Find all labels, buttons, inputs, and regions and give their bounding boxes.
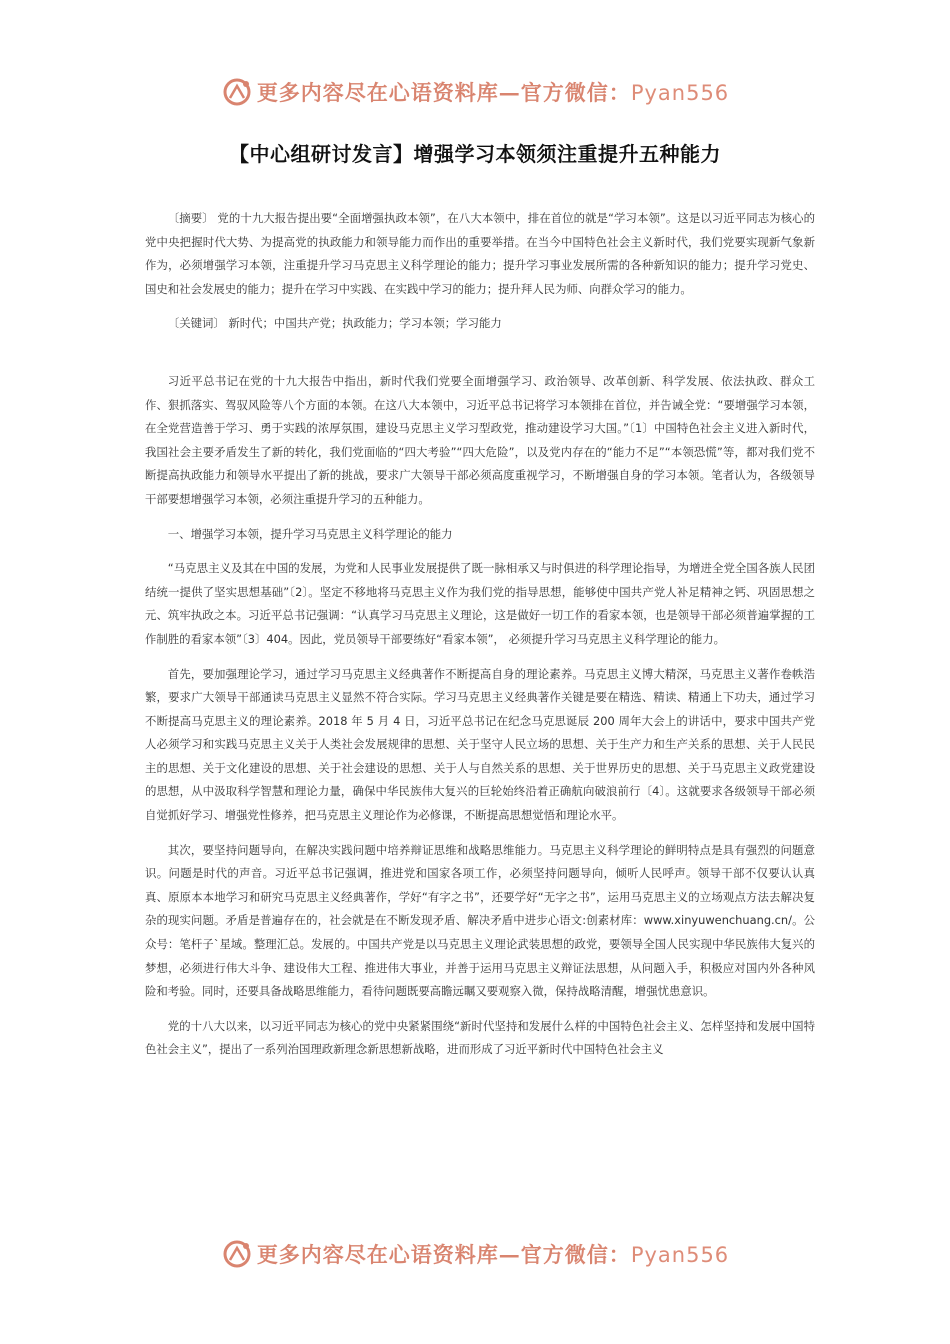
body-paragraph: 其次，要坚持问题导向，在解决实践问题中培养辩证思维和战略思维能力。马克思主义科学理论的鲜明特点是具有强烈的问题意识。问题是时代的声音。习近平总书记强调，推进党和国家各项工作，必须坚持问题导向，倾听人民呼声。领导干部不仅要认认真真、原原本本地学习和研究马克思主义经典著作，学好“有字之书”，还要学好“无字之书”，运用马克思主义的立场观点方法去解决复杂的现实问题。矛盾是普遍存在的，社会就是在不断发现矛盾、解决矛盾中进步心语文:创素材库：www.xinyuwenchuang.cn/。公众号：笔杆子`星域。整理汇总。发展的。中国共产党是以马克思主义理论武装思想的政党，要领导全国人民实现中华民族伟大复兴的梦想，必须进行伟大斗争、建设伟大工程、推进伟大事业，并善于运用马克思主义辩证法思想，从问题入手，积极应对国内外各种风险和考验。同时，还要具备战略思维能力，看待问题既要高瞻远瞩又要观察入微，保持战略清醒，增强忧患意识。: [145, 842, 815, 999]
logo-icon: [221, 1238, 253, 1270]
watermark-bottom: [0, 1234, 950, 1274]
watermark-text: 更多内容尽在心语资料库—官方微信：Pyan556: [256, 80, 730, 105]
section-heading: 一、增强学习本领，提升学习马克思主义科学理论的能力: [167, 526, 453, 541]
body-paragraph: 党的十八大以来，以习近平同志为核心的党中央紧紧围绕“新时代坚持和发展什么样的中国特色社会主义、怎样坚持和发展中国特色社会主义”，提出了一系列治国理政新理念新思想新战略，进而形成了习近平新时代中国特色社会主义: [145, 1018, 815, 1057]
watermark-handle: Pyan556: [630, 1243, 730, 1267]
watermark-top: [0, 72, 950, 112]
abstract-paragraph: 〔摘要〕 党的十九大报告提出要“全面增强执政本领”，在八大本领中，排在首位的就是“学习本领”。这是以习近平同志为核心的党中央把握时代大势、为提高党的执政能力和领导能力而作出的重要举措。在当今中国特色社会主义新时代，我们党要实现新气象新作为，必须增强学习本领，注重提升学习马克思主义科学理论的能力；提升学习事业发展所需的各种新知识的能力；提升学习党史、国史和社会发展史的能力；提升在学习中实践、在实践中学习的能力；提升拜人民为师、向群众学习的能力。: [145, 211, 815, 296]
watermark-text: 更多内容尽在心语资料库—官方微信：Pyan556: [256, 1242, 730, 1267]
document-body: [145, 207, 815, 1062]
intro-paragraph: 习近平总书记在党的十九大报告中指出，新时代我们党要全面增强学习、政治领导、改革创新、科学发展、依法执政、群众工作、狠抓落实、驾驭风险等八个方面的本领。在这八大本领中，习近平总书记将学习本领排在首位，并告诫全党：“要增强学习本领，在全党营造善于学习、勇于实践的浓厚氛围，建设马克思主义学习型政党，推动建设学习大国。”〔1〕中国特色社会主义进入新时代，我国社会主要矛盾发生了新的转化，我们党面临的“四大考验”“四大危险”，以及党内存在的“能力不足”“本领恐慌”等，都对我们党不断提高执政能力和领导水平提出了新的挑战，要求广大领导干部必须高度重视学习，不断增强自身的学习本领。笔者认为，各级领导干部要想增强学习本领，必须注重提升学习的五种能力。: [145, 373, 815, 506]
logo-icon: [221, 76, 253, 108]
body-paragraph: 首先，要加强理论学习，通过学习马克思主义经典著作不断提高自身的理论素养。马克思主义博大精深，马克思主义著作卷帙浩繁，要求广大领导干部通读马克思主义显然不符合实际。学习马克思主义经典著作关键是要在精选、精读、精通上下功夫，通过学习不断提高马克思主义的理论素养。2018 年 5 月 4 日，习近平总书记在纪念马克思诞辰 200 周年大会上的讲话中，要求中国共产党人必须学习和实践马克思主义关于人类社会发展规律的思想、关于坚守人民立场的思想、关于生产力和生产关系的思想、关于人民民主的思想、关于文化建设的思想、关于社会建设的思想、关于人与自然关系的思想、关于世界历史的思想、关于马克思主义政党建设的思想，从中汲取科学智慧和理论力量，确保中华民族伟大复兴的巨轮始终沿着正确航向破浪前行〔4〕。这就要求各级领导干部必须自觉抓好学习、增强党性修养，把马克思主义理论作为必修课，不断提高思想觉悟和理论水平。: [145, 666, 815, 823]
body-paragraph: “马克思主义及其在中国的发展，为党和人民事业发展提供了既一脉相承又与时俱进的科学理论指导，为增进全党全国各族人民团结统一提供了坚实思想基础”〔2〕。坚定不移地将马克思主义作为我们党的指导思想，能够使中国共产党人补足精神之钙、巩固思想之元、筑牢执政之本。习近平总书记强调：“认真学习马克思主义理论，这是做好一切工作的看家本领，也是领导干部必须普遍掌握的工作制胜的看家本领”〔3〕404。因此，党员领导干部要练好“看家本领”， 必须提升学习马克思主义科学理论的能力。: [145, 561, 815, 646]
document-title: 【中心组研讨发言】增强学习本领须注重提升五种能力: [229, 142, 721, 166]
watermark-handle: Pyan556: [630, 81, 730, 105]
keywords-paragraph: 〔关键词〕 新时代；中国共产党；执政能力；学习本领；学习能力: [167, 316, 502, 331]
